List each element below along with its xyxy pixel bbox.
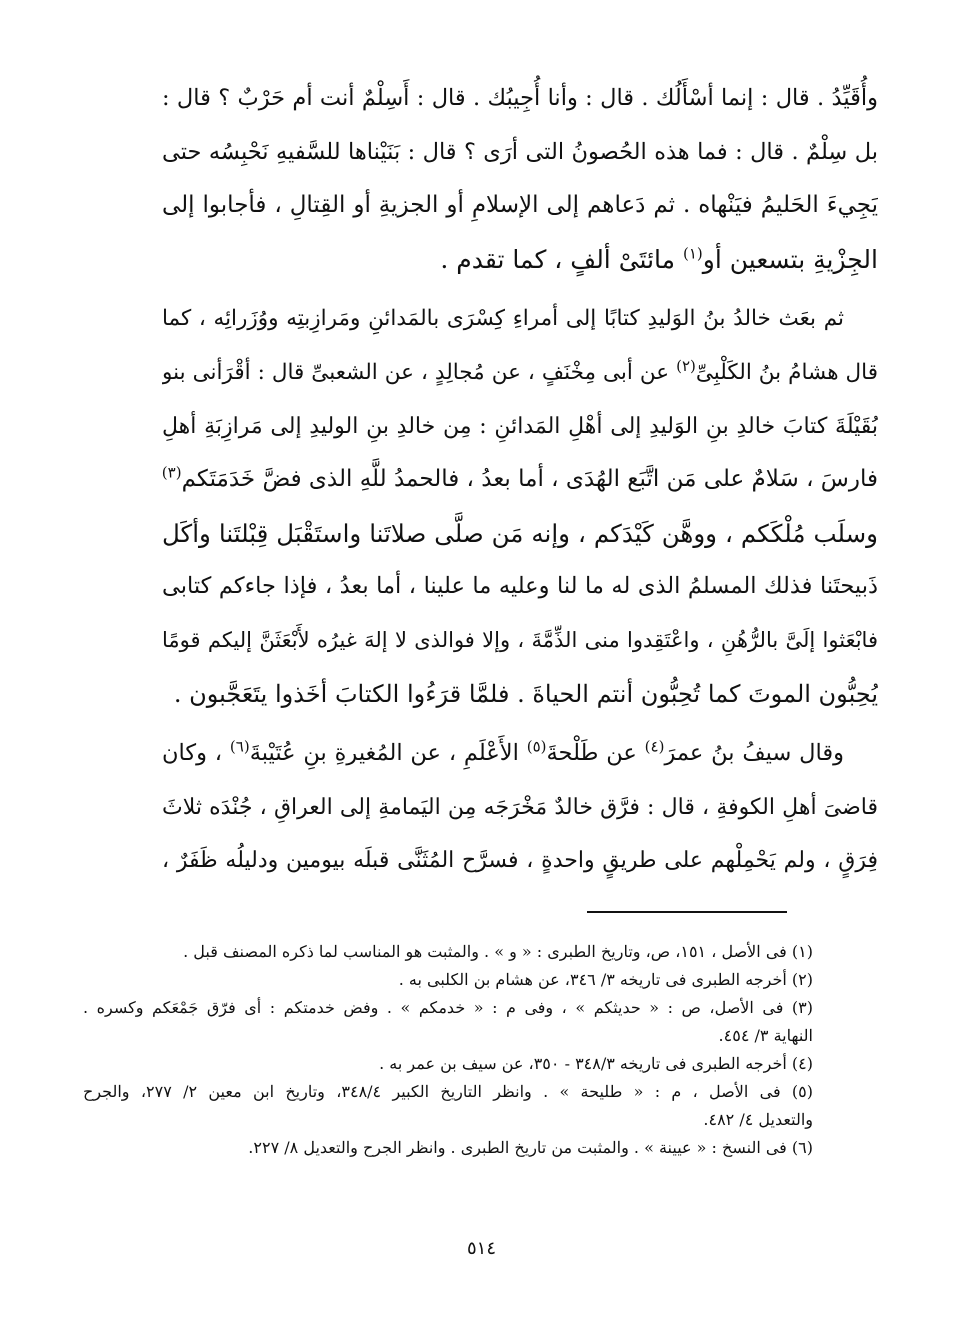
text-line-11: فابْعَثوا إلَىَّ بالرُّهُنِ ، واعْتَقِدوا منى الذِّمَّةَ ، وإلا فوالذى لا إلهَ غيرُه لأَبْعَثَنَّ إليكم قومًا xyxy=(162,627,878,652)
text-line-9: وسلَب مُلْكَكم ، ووهَّن كَيْدَكم ، وإنه مَن صلَّى صلاتَنا واستَقْبَل قِبْلتَنا وأكَل xyxy=(162,518,878,548)
text-line-7: بُقَيْلَةَ كتابَ خالدِ بنِ الوَليدِ إلى أهْلِ المَدائنِ : مِن خالدِ بنِ الوليدِ إلى مَرازِبَةِ أهلِ xyxy=(162,413,878,439)
footnote-marker-1: (١) xyxy=(683,244,703,263)
footnote-1: (١) فى الأصل ، ١٥١، ص، وتاريخ الطبرى : « و » . والمثبت هو المناسب لما ذكره المصنف قبل . xyxy=(183,942,813,961)
text-line-3: يَجِيءَ الحَليمُ فيَنْهاه . ثم دَعاهم إلى الإسلامِ أو الجزيةِ أو القِتالِ ، فأجابوا إلى xyxy=(162,192,878,219)
text-line-8 xyxy=(162,453,878,507)
text-line-13 xyxy=(162,727,878,781)
footnotes xyxy=(83,938,813,1162)
main-text xyxy=(162,72,878,888)
footnote-6: (٦) فى النسخ : « عيينة » . والمثبت من تاريخ الطبرى . وانظر الجرح والتعديل ٨/ ٢٢٧. xyxy=(248,1138,813,1157)
text-segment: فارسَ ، سَلامٌ على مَن اتَّبَع الهُدَى ، أما بعدُ ، فالحمدُ للَّهِ الذى فضَّ خَدَمَتَكم xyxy=(181,466,878,493)
footnote-separator xyxy=(587,911,787,913)
footnote-2: (٢) أخرجه الطبرى فى تاريخه ٣/ ٣٤٦، عن هشام بن الكلبى به . xyxy=(398,970,813,989)
text-segment: عن أبى مِخْنَفٍ ، عن مُجالِدٍ ، عن الشعبىِّ قال : أقْرَأنى بنو xyxy=(162,359,670,385)
text-segment: عن طَلْحةَ xyxy=(546,740,637,767)
footnote-marker-2: (٢) xyxy=(676,356,696,375)
text-segment: وقال سيفُ بنُ عمرَ xyxy=(664,740,844,767)
page-number-value: ٥١٤ xyxy=(466,1238,496,1259)
text-line-10: ذَبيحتَنا فذلك المسلمُ الذى له ما لنا وعليه ما علينا ، أما بعدُ ، فإذا جاءكم كتابى xyxy=(162,573,878,600)
text-segment: الأَعْلَمِ ، عن المُغيرةِ بنِ عُتَيْبةَ xyxy=(249,740,519,767)
text-line-6 xyxy=(162,346,878,400)
text-line-14: قاضىَ أهلِ الكوفةِ ، قال : فرَّق خالدٌ مَخْرَجَه مِن اليَمامةِ إلى العراقِ ، جُنْدَه ثلاثَ xyxy=(162,794,878,820)
text-line-15: فِرَقٍ ، ولم يَحْمِلْهم على طريقٍ واحدةٍ ، فسرَّح المُثَنَّى قبلَه بيومين ودليلُه ظَفَرٌ ، xyxy=(162,848,878,874)
footnote-marker-5: (٥) xyxy=(526,737,547,756)
footnote-marker-3: (٣) xyxy=(162,463,182,482)
footnote-5-continuation: والتعديل ٤/ ٤٨٢. xyxy=(703,1110,813,1129)
text-line-5: ثم بعَث خالدُ بنُ الوَليدِ كتابًا إلى أمراءِ كِسْرَى بالمَدائنِ ومَرازِبتِه ووُزَرائِه ، كما xyxy=(162,306,844,332)
text-line-12: يُحِبُّون الموتَ كما تُحِبُّون أنتم الحياةَ . فلمَّا قرَءُوا الكتابَ أخَذوا يتَعَجَّبون . xyxy=(173,679,878,708)
footnote-4: (٤) أخرجه الطبرى فى تاريخه ٣٤٨/٣ - ٣٥٠، عن سيف بن عمر به . xyxy=(379,1054,813,1073)
text-segment: قال هشامُ بنُ الكَلْبِىِّ xyxy=(695,359,878,385)
footnote-3: (٣) فى الأصل، ص : « حديثكم » ، وفى م : « خدمكم » . وفض خدمتكم : أى فرّق جَمْعَكم وكسره . xyxy=(83,998,813,1017)
text-segment: مائتَىْ ألفٍ ، كما تقدم . xyxy=(440,244,676,274)
footnote-marker-6: (٦) xyxy=(229,737,250,756)
text-segment: ، وكان xyxy=(162,740,223,767)
text-line-1: وأُقَيِّدُ . قال : إنما أسْأَلُك . قال : وأنا أُجِيبُك . قال : أَسِلْمٌ أنت أم حَرْبٌ ؟ قال : xyxy=(162,85,878,111)
text-segment: الجِزْيةِ بتسعين أو xyxy=(702,244,878,274)
text-line-2: بل سِلْمٌ . قال : فما هذه الحُصونُ التى أرَى ؟ قال : بَنَيْناها للسَّفيهِ نَحْبِسُه حتى xyxy=(162,138,878,165)
footnote-marker-4: (٤) xyxy=(644,737,665,756)
footnote-5: (٥) فى الأصل ، م : « طليحة » . وانظر التاريخ الكبير ٣٤٨/٤، وتاريخ ابن معين ٢/ ٢٧٧، والجرح xyxy=(83,1082,813,1101)
footnote-3-continuation: النهاية ٣/ ٤٥٤. xyxy=(718,1026,813,1045)
text-line-4 xyxy=(162,233,878,287)
page-number xyxy=(0,1238,963,1259)
